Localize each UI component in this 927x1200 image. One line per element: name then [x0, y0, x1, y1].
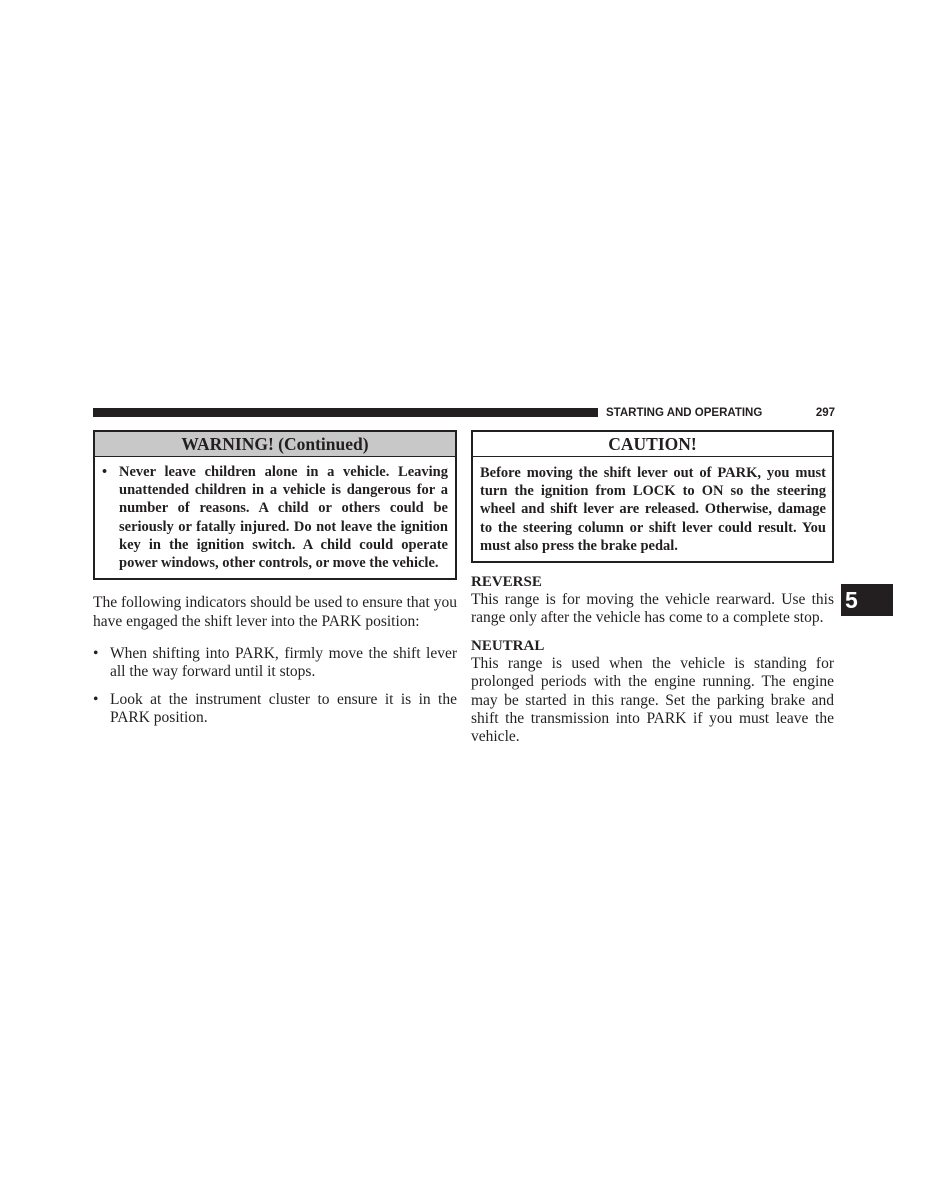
caution-text: Before moving the shift lever out of PARK, you must turn the ignition from LOCK to ON so the steering wheel and shift lever are released. Otherwise, damage to the steering column or shift lever could result. You must also press the brake pedal. — [480, 465, 826, 554]
warning-title: WARNING! (Continued) — [95, 432, 455, 457]
running-header — [606, 405, 835, 421]
reverse-heading: REVERSE — [471, 574, 542, 591]
warning-body — [95, 457, 455, 578]
caution-box — [471, 430, 834, 563]
list-item — [93, 645, 457, 682]
chapter-tab: 5 — [841, 584, 893, 616]
warning-box — [93, 430, 457, 580]
caution-title: CAUTION! — [473, 432, 832, 457]
list-item — [93, 691, 457, 728]
warning-item — [102, 463, 448, 572]
bullet-icon: • — [102, 464, 108, 480]
park-indicator-list — [93, 645, 457, 728]
right-column — [471, 430, 834, 747]
page-number: 297 — [815, 407, 835, 419]
neutral-paragraph: This range is used when the vehicle is standing for prolonged periods with the engine running. The engine may be started in this range. Set the parking brake and shift the transmission into PARK if you must leave the vehicle. — [471, 654, 834, 746]
warning-list — [102, 463, 448, 572]
park-intro-paragraph: The following indicators should be used to ensure that you have engaged the shift lever into the PARK position: — [93, 594, 457, 630]
neutral-heading: NEUTRAL — [471, 637, 545, 654]
header-section-title: STARTING AND OPERATING — [606, 407, 763, 419]
left-column — [93, 430, 457, 737]
bullet-icon: • — [93, 690, 99, 708]
list-item-text: Look at the instrument cluster to ensure it is in the PARK position. — [110, 690, 457, 727]
warning-item-text: Never leave children alone in a vehicle. Leaving unattended children in a vehicle is dangerous for a number of reasons. A child or others could be seriously or fatally injured. Do not leave the ignition key in the ignition switch. A child could operate power windows, other controls, or move the vehicle. — [119, 464, 448, 572]
header-rule — [93, 408, 598, 417]
reverse-paragraph: This range is for moving the vehicle rearward. Use this range only after the vehicle has come to a complete stop. — [471, 591, 834, 627]
bullet-icon: • — [93, 645, 99, 663]
list-item-text: When shifting into PARK, firmly move the shift lever all the way forward until it stops. — [110, 645, 457, 681]
